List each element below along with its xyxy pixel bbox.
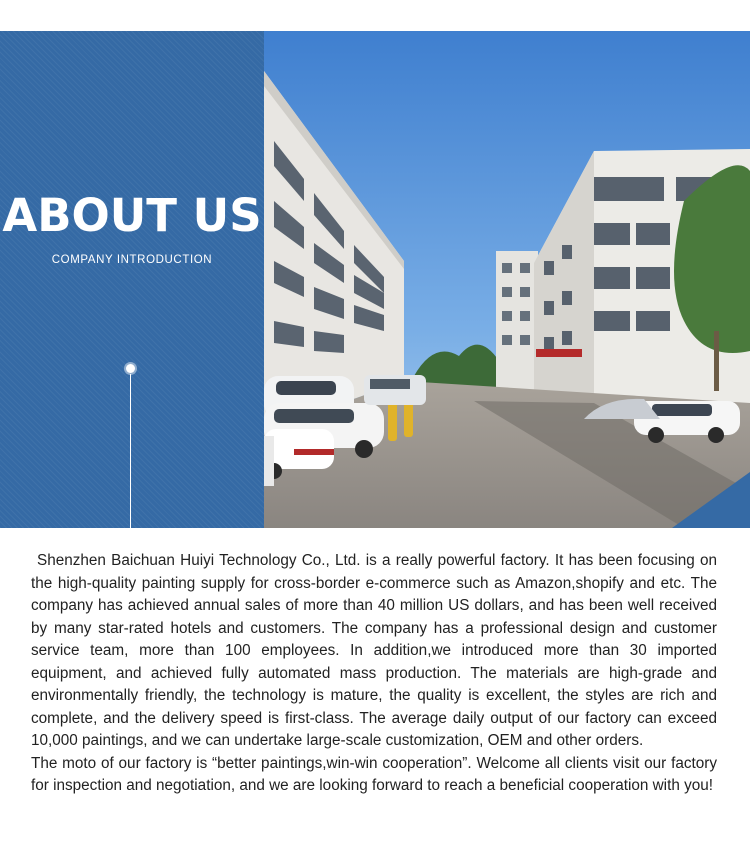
about-banner [0, 31, 750, 528]
page-subtitle: COMPANY INTRODUCTION [51, 254, 213, 266]
page-title: ABOUT US [2, 189, 262, 242]
company-introduction-text [31, 550, 717, 798]
decorative-corner [672, 472, 750, 528]
timeline-line [130, 374, 131, 528]
intro-paragraph-2: The moto of our factory is “better paintings,win-win cooperation”. Welcome all clients visit our factory for inspection and negotiation, and we are looking forward to reach a beneficial cooperation with you! [31, 754, 717, 794]
intro-paragraph-1: Shenzhen Baichuan Huiyi Technology Co., Ltd. is a really powerful factory. It has been focusing on the high-quality painting supply for cross-border e-commerce such as Amazon,shopify and etc. The company has achieved annual sales of more than 40 million US dollars, and has been well received by many star-rated hotels and customers. The company has a professional design and customer service team, more than 100 employees. In addition,we introduced more than 30 imported equipment, and achieved fully automated mass production. The materials are high-grade and environmentally friendly, the technology is mature, the quality is excellent, the styles are rich and complete, and the delivery speed is first-class. The average daily output of our factory can exceed 10,000 paintings, and we can undertake large-scale customization, OEM and other orders. [31, 552, 717, 749]
timeline-dot [126, 364, 135, 373]
title-panel [0, 31, 264, 528]
factory-photo [264, 31, 750, 528]
